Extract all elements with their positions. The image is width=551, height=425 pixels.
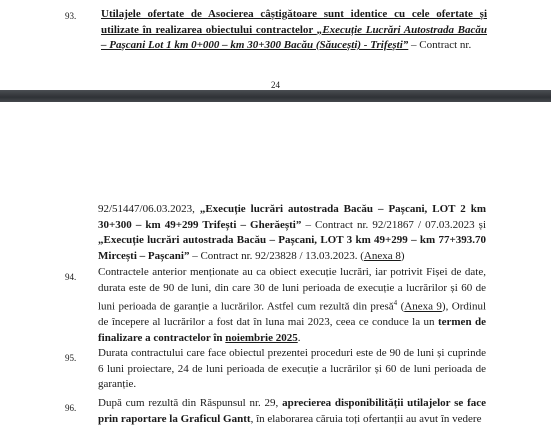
item-93-paragraph — [101, 7, 487, 54]
item-94-text-f: . — [297, 331, 301, 344]
item-96-text-a: După cum rezultă din Răspunsul nr. 29, — [98, 397, 283, 409]
item-94-date: noiembrie 2025 — [225, 331, 298, 344]
item-96-text-c: , în elaborarea căruia toți ofertanții au avut în vedere — [250, 412, 482, 425]
page-separator — [0, 90, 551, 102]
item-94-termen: termen de finalizare a contractelor în — [98, 316, 486, 344]
contract-ref-1: 92/51447/06.03.2023, — [98, 203, 200, 215]
anexa-9-link[interactable]: Anexa 9 — [404, 300, 442, 313]
item-94-text-a: Contractele anterior menționate au ca obiect execuție lucrări, iar potrivit Fișei de date, durata este de 90 de luni, din care 30 de luni perioada de execuție a lucrărilor și 60 de luni perioada de garanție a lucrărilor. Astfel cum rezultă din presă — [98, 266, 486, 313]
item-95-number: 95. — [65, 353, 77, 363]
item-96-text-bold: aprecierea disponibilității utilajelor se face prin raportare la Graficul Gantt — [98, 397, 486, 425]
page-number: 24 — [271, 80, 280, 90]
item-94-text-c: ), Ordinul de începere al lucrărilor a fost dat în luna mai 2023, ceea ce conduce la un — [98, 300, 487, 329]
item-96-number: 96. — [65, 403, 77, 413]
contract-ref-4: ) — [400, 249, 405, 262]
document-page-top — [0, 0, 551, 90]
item-93-contract-nr: – Contract nr. — [408, 39, 472, 51]
document-page-bottom — [0, 102, 551, 425]
contract-ref-2: – Contract nr. 92/21867 / 07.03.2023 și — [301, 218, 486, 231]
item-96-paragraph — [98, 396, 486, 425]
item-93-number: 93. — [65, 11, 77, 21]
item-94-number: 94. — [65, 272, 77, 282]
continuation-paragraph — [98, 202, 486, 264]
footnote-4[interactable]: 4 — [393, 299, 398, 307]
item-93-contract-title: „Execuție Lucrări Autostrada Bacău – Pașcani Lot 1 km 0+000 – km 30+300 Bacău (Săucești) - Trifești” — [101, 23, 488, 51]
item-93-text-bold: Utilajele ofertate de Asocierea câștigătoare sunt identice cu cele ofertate și utilizate în realizarea obiectului contractelor — [101, 8, 487, 36]
item-94-text-b: ( — [397, 300, 405, 313]
contract-ref-3: – Contract nr. 92/23828 / 13.03.2023. ( — [189, 249, 364, 262]
lot-3-title: „Execuție lucrări autostrada Bacău – Pașcani, LOT 3 km 49+299 – km 77+393.70 Mircești – Pașcani” — [98, 234, 486, 262]
item-94-paragraph — [98, 265, 486, 346]
lot-2-title: „Execuție lucrări autostrada Bacău – Pașcani, LOT 2 km 30+300 – km 49+299 Trifești – Gherăești” — [98, 203, 486, 231]
item-95-paragraph: Durata contractului care face obiectul prezentei proceduri este de 90 de luni și cuprinde 6 luni proiectare, 24 de luni perioada de execuție a lucrărilor și 60 de luni perioada de garanție. — [98, 347, 486, 390]
anexa-8-link[interactable]: Anexa 8 — [363, 249, 401, 262]
